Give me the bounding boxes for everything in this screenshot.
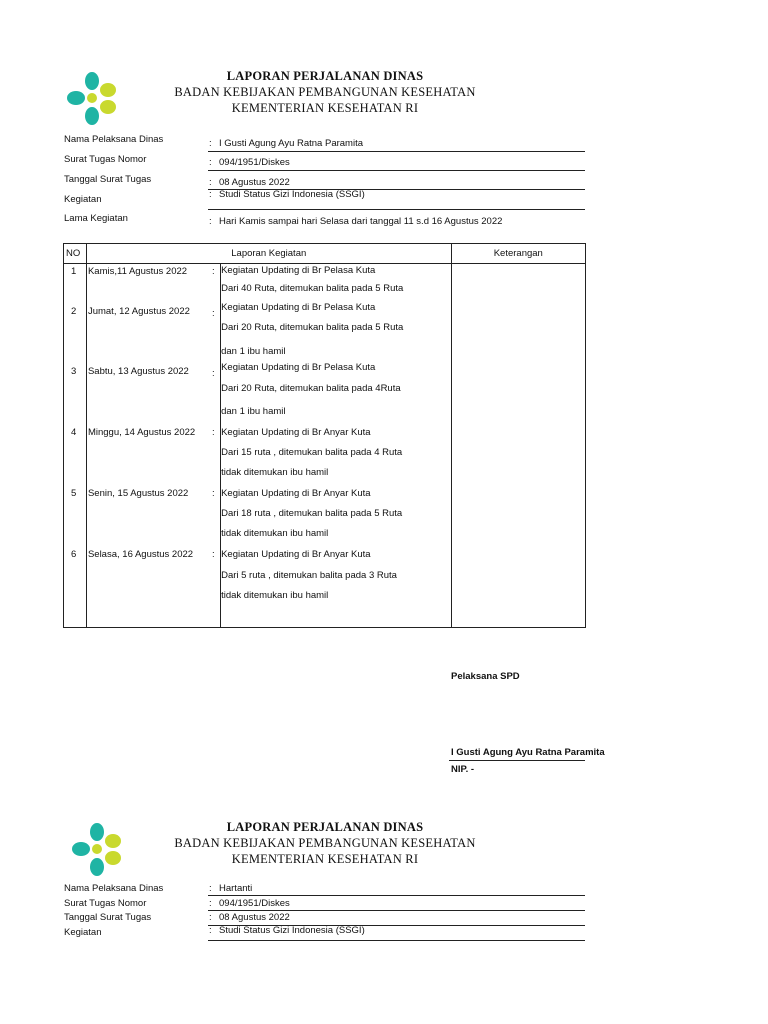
activity-line: Kegiatan Updating di Br Pelasa Kuta [221, 302, 376, 313]
ministry-name: KEMENTERIAN KESEHATAN RI [231, 101, 419, 115]
field-colon: : [209, 189, 212, 200]
report-title: LAPORAN PERJALANAN DINAS [226, 820, 424, 834]
field-underline [208, 151, 585, 152]
field-value-nama: I Gusti Agung Ayu Ratna Paramita [219, 138, 363, 149]
ministry-name: KEMENTERIAN KESEHATAN RI [231, 852, 419, 866]
activity-line: Dari 20 Ruta, ditemukan balita pada 5 Ruta [221, 322, 404, 333]
activity-line: tidak ditemukan ibu hamil [221, 590, 329, 601]
row-date: Selasa, 16 Agustus 2022 [87, 549, 194, 560]
field-colon: : [209, 912, 212, 923]
activity-line: Dari 40 Ruta, ditemukan balita pada 5 Ruta [221, 283, 404, 294]
row-no: 6 [71, 549, 77, 560]
no-column [64, 264, 87, 628]
field-label: Lama Kegiatan [64, 213, 128, 224]
field-colon: : [209, 925, 212, 936]
field-value-nama: Hartanti [219, 883, 253, 894]
row-colon: : [211, 266, 215, 277]
field-colon: : [209, 157, 212, 168]
kemenkes-logo-icon [71, 822, 123, 878]
row-no: 1 [71, 266, 77, 277]
field-colon: : [209, 898, 212, 909]
signature-underline [449, 760, 585, 761]
field-underline [208, 910, 585, 911]
kemenkes-logo-icon [66, 71, 118, 127]
report-header [160, 69, 490, 116]
field-colon: : [209, 138, 212, 149]
row-date: Kamis,11 Agustus 2022 [87, 266, 188, 277]
activity-line: tidak ditemukan ibu hamil [221, 528, 329, 539]
row-no: 3 [71, 366, 77, 377]
row-colon: : [211, 488, 215, 499]
activity-line: tidak ditemukan ibu hamil [221, 467, 329, 478]
agency-name: BADAN KEBIJAKAN PEMBANGUNAN KESEHATAN [174, 836, 476, 850]
agency-name: BADAN KEBIJAKAN PEMBANGUNAN KESEHATAN [174, 85, 476, 99]
activity-line: Kegiatan Updating di Br Anyar Kuta [221, 549, 371, 560]
activity-table [63, 243, 586, 628]
field-value-kegiatan: Studi Status Gizi Indonesia (SSGI) [219, 189, 365, 200]
row-colon: : [211, 549, 215, 560]
field-label: Tanggal Surat Tugas [64, 912, 152, 923]
field-colon: : [209, 216, 212, 227]
header-keterangan: Keterangan [451, 244, 585, 264]
field-underline [208, 209, 585, 210]
activity-line: Kegiatan Updating di Br Pelasa Kuta [221, 265, 376, 276]
field-colon: : [209, 883, 212, 894]
header-no: NO [64, 244, 87, 264]
activity-line: Kegiatan Updating di Br Anyar Kuta [221, 427, 371, 438]
field-value-nomor: 094/1951/Diskes [219, 898, 290, 909]
activity-column [221, 264, 452, 628]
field-colon: : [209, 177, 212, 188]
row-date: Senin, 15 Agustus 2022 [87, 488, 189, 499]
field-underline [208, 895, 585, 896]
signature-role: Pelaksana SPD [451, 671, 520, 682]
date-column [86, 264, 220, 628]
activity-line: dan 1 ibu hamil [221, 406, 286, 417]
field-value-tanggal: 08 Agustus 2022 [219, 912, 290, 923]
field-underline [208, 170, 585, 171]
signature-nip: NIP. - [451, 764, 475, 775]
header-laporan: Laporan Kegiatan [86, 244, 451, 264]
activity-line: Dari 5 ruta , ditemukan balita pada 3 Ruta [221, 570, 397, 581]
row-date: Sabtu, 13 Agustus 2022 [87, 366, 189, 377]
field-label: Nama Pelaksana Dinas [64, 134, 164, 145]
field-value-tanggal: 08 Agustus 2022 [219, 177, 290, 188]
row-no: 4 [71, 427, 77, 438]
field-underline [208, 940, 585, 941]
row-no: 2 [71, 306, 77, 317]
field-value-nomor: 094/1951/Diskes [219, 157, 290, 168]
field-value-kegiatan: Studi Status Gizi Indonesia (SSGI) [219, 925, 365, 936]
signature-name: I Gusti Agung Ayu Ratna Paramita [451, 747, 605, 758]
keterangan-column [451, 264, 585, 628]
activity-line: Dari 15 ruta , ditemukan balita pada 4 Ruta [221, 447, 403, 458]
row-date: Minggu, 14 Agustus 2022 [87, 427, 196, 438]
activity-line: Dari 20 Ruta, ditemukan balita pada 4Ruta [221, 383, 401, 394]
field-value-lama: Hari Kamis sampai hari Selasa dari tanggal 11 s.d 16 Agustus 2022 [219, 216, 503, 227]
activity-line: dan 1 ibu hamil [221, 346, 286, 357]
field-label: Kegiatan [64, 927, 102, 938]
row-colon: : [211, 427, 215, 438]
activity-line: Kegiatan Updating di Br Pelasa Kuta [221, 362, 376, 373]
field-label: Kegiatan [64, 194, 102, 205]
activity-line: Kegiatan Updating di Br Anyar Kuta [221, 488, 371, 499]
field-label: Surat Tugas Nomor [64, 154, 147, 165]
row-colon: : [211, 308, 215, 319]
report-header [160, 820, 490, 867]
row-date: Jumat, 12 Agustus 2022 [87, 306, 190, 317]
field-label: Surat Tugas Nomor [64, 898, 147, 909]
activity-line: Dari 18 ruta , ditemukan balita pada 5 Ruta [221, 508, 403, 519]
row-colon: : [211, 368, 215, 379]
row-no: 5 [71, 488, 77, 499]
report-title: LAPORAN PERJALANAN DINAS [226, 69, 424, 83]
field-label: Nama Pelaksana Dinas [64, 883, 164, 894]
field-label: Tanggal Surat Tugas [64, 174, 152, 185]
